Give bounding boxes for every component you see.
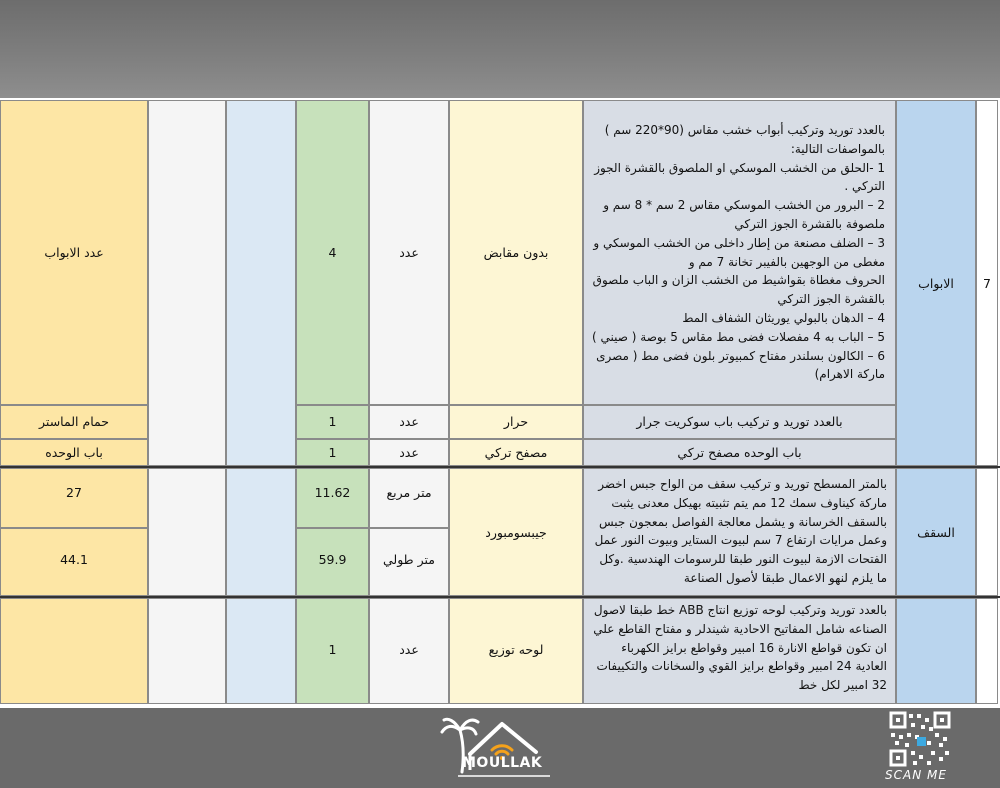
description-cell	[583, 468, 896, 596]
description-text: بالعدد توريد و تركيب باب سوكريت جرار	[636, 414, 843, 429]
note-text: عدد الابواب	[44, 245, 104, 260]
category-cell	[896, 468, 976, 596]
spec-text: بدون مقابض	[483, 245, 549, 260]
note-cell	[0, 405, 148, 439]
note-cell	[0, 100, 148, 405]
description-cell	[583, 405, 896, 439]
description-cell	[583, 100, 896, 405]
quantity-cell	[296, 439, 369, 466]
description-text: بالمتر المسطح توريد و تركيب سقف من الواح جبس اخضر ماركة كيناوف سمك 12 مم يتم تثبيته بهيكل معدنى يثبت بالسقف الخرسانة و يشمل معالجة الفواصل بمعجون جبس وعمل مرايات ارتفاع 7 سم لبيوت الستاير وبيوت النور عمل الفتحات الازمة لبيوت النور طبقا للرسومات الهندسية .وكل ما يلزم لنهو الاعمال طبقا لأصول الصناعة	[594, 477, 887, 585]
unit-text: متر طولي	[383, 552, 435, 567]
spec-cell	[449, 468, 583, 596]
unit-text: متر مربع	[386, 485, 432, 500]
quantity-cell	[296, 468, 369, 528]
empty-cell	[226, 598, 296, 704]
empty-cell	[148, 468, 226, 596]
unit-cell	[369, 405, 449, 439]
description-text: بالعدد توريد وتركيب أبواب خشب مقاس (90*220 سم ) بالمواصفات التالية: 1 -الحلق من الخشب الموسكي او الملصوق بالقشرة الجوز التركي . 2 – البرور من الخشب الموسكي مقاس 2 سم * 8 سم و ملصوفة بالقشرة الجوز التركي 3 – الضلف مصنعة من إطار داخلى من الخشب الموسكي و مغطى من الوجهين بالفيبر تخانة 7 مم و الحروف مغطاة بقواشيط من الخشب الزان و الباب ملصوق بالقشرة الجوز التركي 4 – الدهان بالبولي يوريثان الشفاف المط 5 – الباب به 4 مفصلات فضى مط مقاس 5 بوصة ( صيني ) 6 – الكالون بسلندر مفتاح كمبيوتر بلون فضى مط ( مصرى ماركة الاهرام)	[592, 123, 885, 382]
quantity-cell	[296, 598, 369, 704]
description-text: باب الوحده مصفح تركي	[677, 445, 802, 460]
empty-cell	[148, 598, 226, 704]
brand-name	[462, 755, 542, 771]
unit-cell	[369, 468, 449, 528]
unit-text: عدد	[399, 642, 419, 657]
spec-text: مصفح تركي	[484, 445, 548, 460]
empty-cell	[226, 468, 296, 596]
quantity-cell	[296, 100, 369, 405]
header-band	[0, 0, 1000, 98]
item-number-cell	[976, 468, 998, 596]
description-text: بالعدد توريد وتركيب لوحه توزيع انتاج ABB خط طبقا لاصول الصناعه شامل المفاتيح الاحادية شيندلر و مفتاح القاطع علي ان تكون قواطع الانارة 16 امبير وقواطع برايز الكهرباء العادية 24 امبير وقواطع برايز القوي والسخانات والتكييفات 32 امبير لكل خط	[593, 603, 887, 693]
unit-cell	[369, 100, 449, 405]
quantity-text: 1	[328, 642, 337, 657]
quantity-cell	[296, 528, 369, 596]
note-cell	[0, 468, 148, 528]
category-text: الابواب	[918, 276, 954, 291]
spec-text: حرار	[503, 414, 529, 429]
note-cell	[0, 528, 148, 596]
quantity-text: 1	[328, 445, 337, 460]
quantity-text: 11.62	[314, 485, 351, 500]
empty-cell	[148, 100, 226, 466]
note-text: 27	[66, 485, 82, 500]
note-text: 44.1	[60, 552, 88, 567]
quantity-text: 4	[328, 245, 337, 260]
spec-text: جيبسومبورد	[485, 525, 547, 540]
unit-cell	[369, 439, 449, 466]
spec-cell	[449, 100, 583, 405]
note-text: باب الوحده	[45, 445, 103, 460]
category-cell	[896, 100, 976, 466]
description-cell	[583, 439, 896, 466]
item-number: 7	[983, 276, 991, 291]
unit-cell	[369, 598, 449, 704]
item-number-cell	[976, 598, 998, 704]
note-text: حمام الماستر	[39, 414, 109, 429]
spec-cell	[449, 405, 583, 439]
item-number-cell	[976, 100, 998, 466]
qr-code-icon[interactable]	[887, 711, 953, 769]
spec-text: لوحه توزيع	[488, 642, 544, 657]
quantity-text: 1	[328, 414, 337, 429]
category-cell	[896, 598, 976, 704]
empty-cell	[226, 100, 296, 466]
unit-cell	[369, 528, 449, 596]
bill-of-quantities-table	[0, 98, 1000, 708]
note-cell	[0, 598, 148, 704]
spec-cell	[449, 598, 583, 704]
scan-me-label: SCAN ME	[885, 768, 947, 782]
unit-text: عدد	[399, 414, 419, 429]
brand-wordmark: MOULLAK	[462, 755, 543, 771]
unit-text: عدد	[399, 245, 419, 260]
spec-cell	[449, 439, 583, 466]
description-cell	[583, 598, 896, 704]
note-cell	[0, 439, 148, 466]
quantity-cell	[296, 405, 369, 439]
quantity-text: 59.9	[318, 552, 347, 567]
category-text: السقف	[917, 525, 955, 540]
unit-text: عدد	[399, 445, 419, 460]
